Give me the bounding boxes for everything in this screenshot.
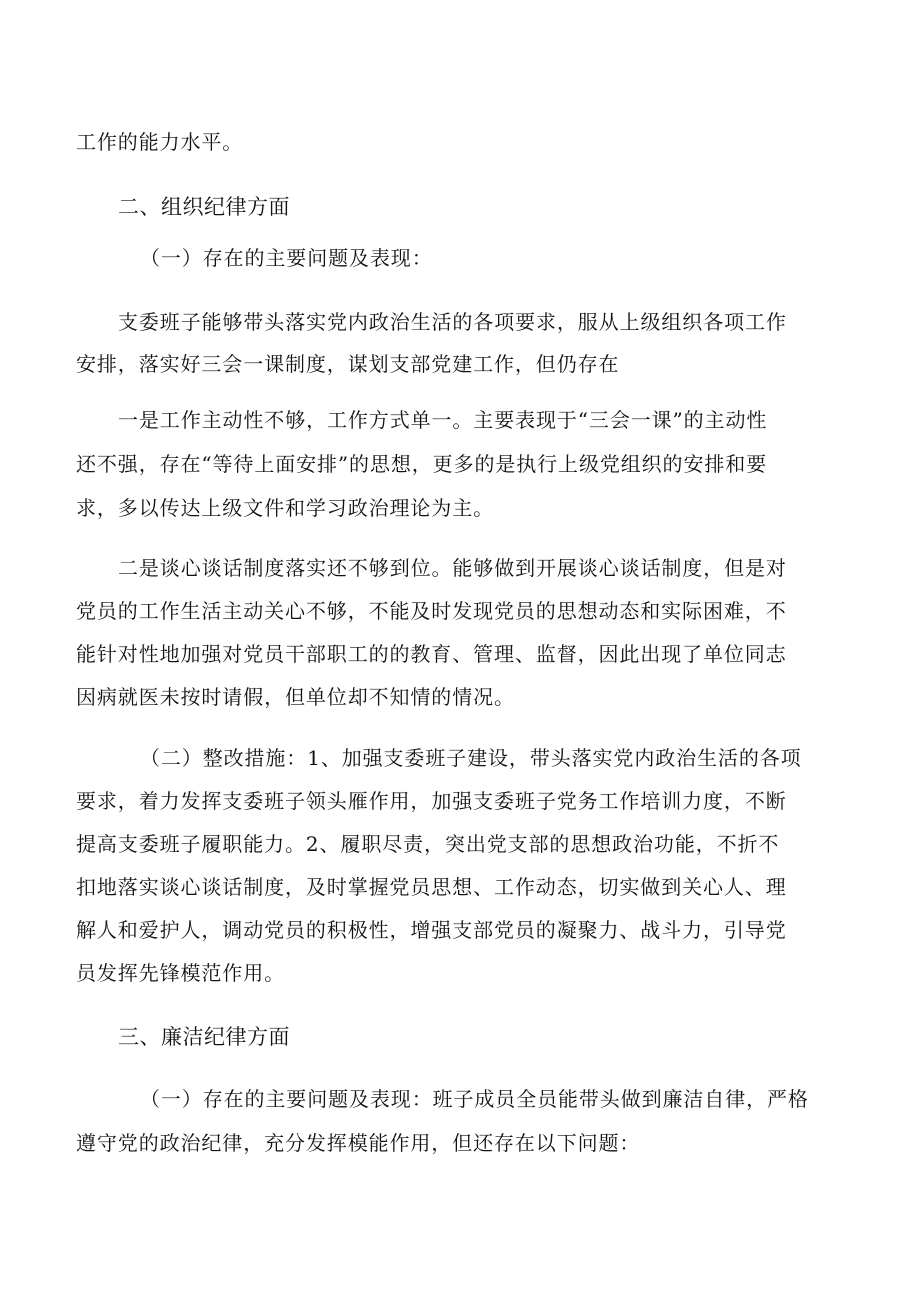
section-heading-organizational-discipline: 二、组织纪律方面: [118, 195, 290, 219]
measures-text: 支委班子党务工作培训力度，不: [473, 789, 766, 813]
paragraph-line: 遵守党的政治纪律，充分发挥模能作用，但还存在以下问题：: [76, 1131, 641, 1155]
paragraph-line: 能针对性地加强对党员干部职工的的教育、管理、监督，因此出现了单位同志: [76, 642, 787, 666]
measures-line: 解人和爱护人，调动党员的积极性，增强支部党员的凝聚力、战斗力，引导党: [76, 918, 787, 942]
measures-text-sans: 提高: [76, 832, 118, 856]
paragraph-line: 一是工作主动性不够，工作方式单一。主要表现于“三会一课”的主动性: [118, 408, 768, 432]
measures-label: （二）整: [140, 746, 224, 770]
section-heading-integrity-discipline: 三、廉洁纪律方面: [118, 1025, 290, 1049]
measures-line: 员发挥先锋模范作用。: [76, 961, 285, 985]
paragraph-line: 安排，落实好三会一课制度，谋划支部党建工作，但仍存在: [76, 352, 620, 376]
paragraph-line: 求，多以传达上级文件和学习政治理论为主。: [76, 496, 494, 520]
measures-text: 要求，着力发挥支委班子领头雁作用，: [76, 789, 432, 813]
measures-line: [76, 832, 779, 856]
measures-text: 改措施：1、加强支委班子建设，带头落实党内政治生活的各项: [223, 746, 802, 770]
measures-line: 扣地落实谈心谈话制度，及时掌握党员思想、工作动态，切实做到关心人、理: [76, 875, 787, 899]
paragraph-line: 二是谈心谈话制度落实还不够到位。能够做到开展谈心谈话制度，但是对: [118, 556, 787, 580]
measures-text: 支委班子履职能力。2、履职尽责，突出党支部的思想政治功能，不折不: [117, 832, 780, 856]
paragraph-line: 还不强，存在“等待上面安排”的思想，更多的是执行上级党组织的安排和要: [76, 452, 768, 476]
measures-text-sans: 加强: [431, 789, 474, 813]
paragraph-line: 因病就医未按时请假，但单位却不知情的情况。: [76, 685, 515, 709]
paragraph-line: 支委班子能够带头落实党内政治生活的各项要求，服从上级组织各项工作: [118, 310, 787, 334]
measures-text-sans: 断: [765, 789, 787, 813]
paragraph-line: （一）存在的主要问题及表现：班子成员全员能带头做到廉洁自律，严格: [140, 1087, 809, 1111]
measures-line: [76, 789, 787, 813]
paragraph-tail: 工作的能力水平。: [76, 130, 244, 154]
measures-line: [140, 746, 802, 770]
paragraph-line: 党员的工作生活主动关心不够，不能及时发现党员的思想动态和实际困难，不: [76, 599, 787, 623]
subheading-problems: （一）存在的主要问题及表现：: [140, 246, 433, 270]
